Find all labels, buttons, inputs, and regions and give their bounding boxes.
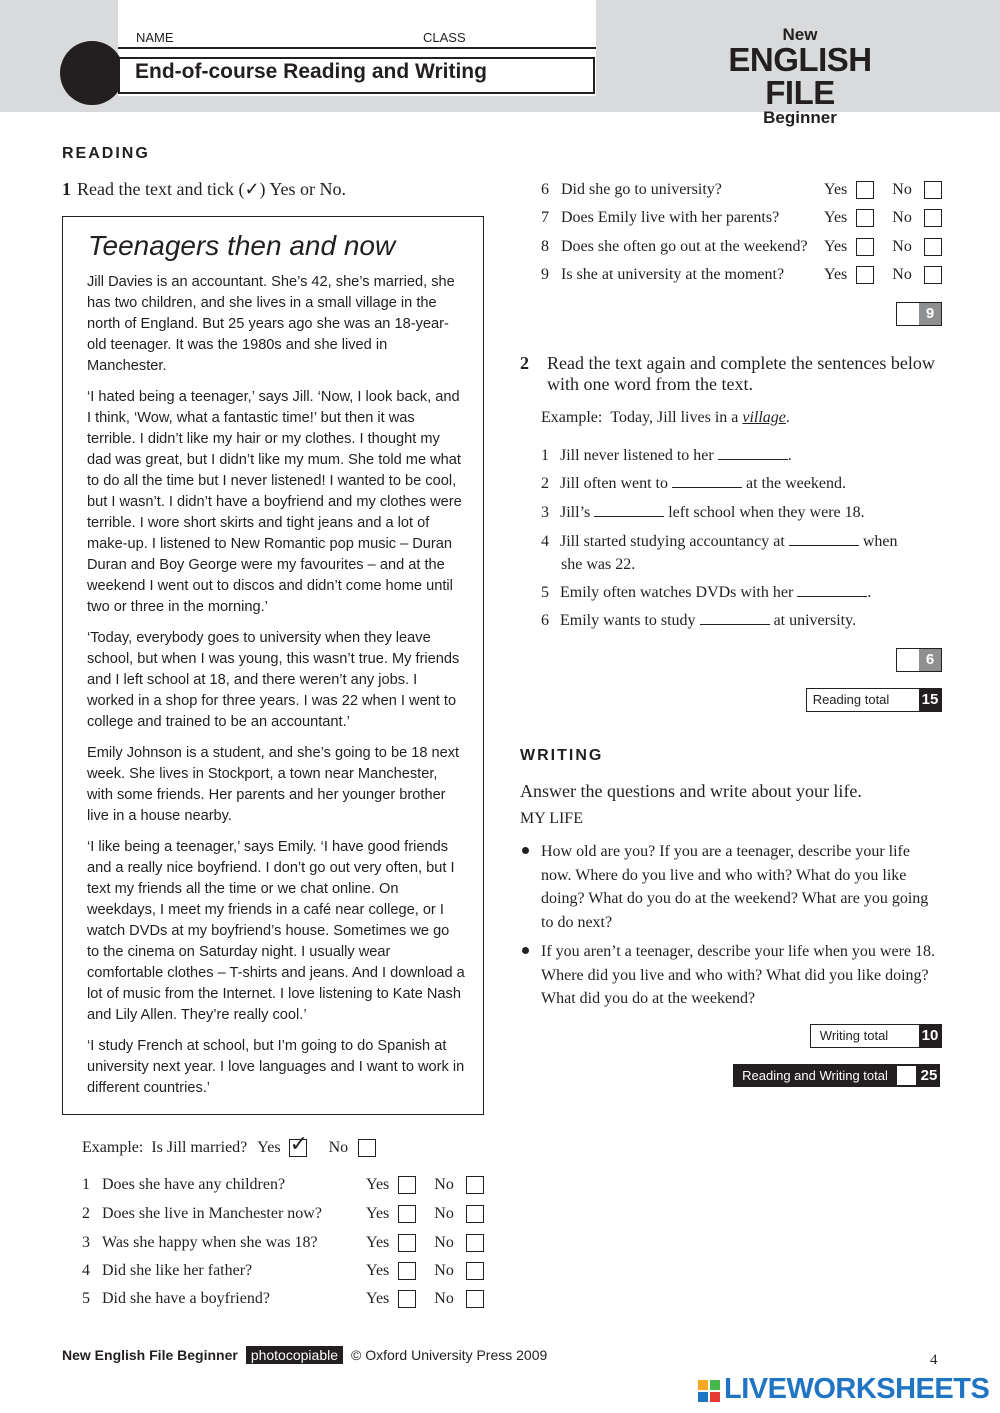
question-text: Does she have any children? [102, 1176, 286, 1193]
sentence-text: . [787, 447, 792, 464]
page-number: 4 [930, 1352, 938, 1368]
ex1-instruction [62, 179, 346, 200]
ex1-score-box [896, 302, 942, 326]
question-number: 9 [541, 266, 549, 283]
answer-blank[interactable] [700, 612, 770, 625]
reading-total-label: Reading total [812, 692, 890, 707]
writing-topic: MY LIFE [520, 810, 583, 827]
ex1-example [82, 1132, 376, 1158]
sentence-number: 1 [541, 447, 549, 464]
sentence-number: 3 [541, 504, 549, 521]
tick-icon: ✓ [289, 1132, 308, 1158]
brand-logo [700, 26, 900, 126]
no-checkbox[interactable] [466, 1234, 484, 1252]
question-item [82, 1290, 270, 1308]
question-text: Is she at university at the moment? [561, 266, 785, 283]
answer-blank[interactable] [718, 447, 788, 460]
brand-main: ENGLISH FILE [728, 41, 872, 111]
footer [62, 1347, 547, 1363]
question-item [541, 238, 808, 256]
name-label: NAME [136, 30, 174, 45]
yes-no-row [366, 1205, 484, 1223]
bullet-icon [522, 947, 529, 954]
question-text: Was she happy when she was 18? [102, 1234, 318, 1251]
sentence-text: Emily often watches DVDs with her [560, 584, 794, 601]
example-question: Is Jill married? [151, 1139, 248, 1156]
brand-level: Beginner [763, 108, 837, 127]
reading-total: 15 [919, 689, 941, 711]
copyright: © Oxford University Press 2009 [351, 1347, 548, 1363]
sentence-number: 5 [541, 584, 549, 601]
no-label: No [434, 1262, 454, 1279]
no-label: No [434, 1205, 454, 1222]
footer-book: New English File Beginner [62, 1347, 238, 1363]
yes-checkbox[interactable] [856, 209, 874, 227]
question-item [541, 266, 784, 284]
grand-total: 25 [920, 1067, 938, 1084]
class-label: CLASS [423, 30, 466, 45]
no-checkbox[interactable] [924, 266, 942, 284]
sentence-item [541, 447, 792, 465]
question-item [541, 181, 722, 199]
writing-total: 10 [919, 1025, 941, 1047]
reading-paragraph: Jill Davies is an accountant. She’s 42, she’s married, she has two children, and she lives in a small village in the north of England. But 25 years ago she was an 18-year-old teenager. It was the 1980s and she lived in Manchester. [87, 274, 455, 374]
sentence-text: Jill’s [560, 504, 591, 521]
answer-blank[interactable] [789, 533, 859, 546]
header-circle-marker [60, 41, 124, 105]
yes-label: Yes [824, 238, 848, 255]
ex1-number: 1 [62, 179, 71, 199]
yes-checkbox[interactable] [856, 266, 874, 284]
watermark-text: LIVEWORKSHEETS [724, 1373, 990, 1405]
example-label: Example: [82, 1139, 144, 1156]
answer-blank[interactable] [672, 475, 742, 488]
no-checkbox[interactable] [466, 1290, 484, 1308]
question-number: 6 [541, 181, 549, 198]
reading-total-box [806, 688, 942, 712]
sentence-text: Emily wants to study [560, 612, 696, 629]
yes-no-row [824, 209, 942, 227]
reading-text-body [87, 272, 465, 1109]
question-item [82, 1205, 322, 1223]
sentence-text: at the weekend. [745, 475, 846, 492]
sentence-text: when [862, 533, 898, 550]
sentence-text: Jill started studying accountancy at [560, 533, 785, 550]
yes-checkbox[interactable] [856, 181, 874, 199]
question-number: 1 [82, 1176, 90, 1193]
question-text: Does Emily live with her parents? [561, 209, 780, 226]
yes-label: Yes [366, 1205, 390, 1222]
ex2-instruction [520, 353, 940, 395]
page-title: End-of-course Reading and Writing [135, 60, 487, 83]
question-number: 8 [541, 238, 549, 255]
question-item [82, 1176, 285, 1194]
ex2-number: 2 [520, 353, 529, 373]
ex2-instruction-text: Read the text again and complete the sentences below with one word from the text. [547, 353, 935, 394]
ex2-score-box [896, 648, 942, 672]
question-text: Did she have a boyfriend? [102, 1290, 270, 1307]
yes-no-row [366, 1262, 484, 1280]
yes-checkbox[interactable] [398, 1290, 416, 1308]
example-text: Today, Jill lives in a [610, 409, 739, 426]
no-checkbox[interactable] [924, 238, 942, 256]
no-checkbox[interactable] [466, 1262, 484, 1280]
sentence-number: 6 [541, 612, 549, 629]
question-text: Did she go to university? [561, 181, 722, 198]
example-no-checkbox [358, 1139, 376, 1157]
brand-new: New [782, 25, 818, 44]
answer-blank[interactable] [797, 584, 867, 597]
ex1-instruction-text: Read the text and tick (✓) Yes or No. [77, 179, 347, 199]
yes-label: Yes [824, 266, 848, 283]
reading-text-title: Teenagers then and now [88, 230, 396, 261]
writing-heading: WRITING [520, 747, 604, 764]
grand-total-box [733, 1064, 940, 1087]
no-label: No [892, 181, 912, 198]
yes-checkbox[interactable] [398, 1234, 416, 1252]
question-number: 2 [82, 1205, 90, 1222]
ex1-score: 9 [919, 303, 941, 325]
ex2-score: 6 [919, 649, 941, 671]
sentence-number: 4 [541, 533, 549, 550]
no-checkbox[interactable] [924, 181, 942, 199]
writing-instruction: Answer the questions and write about your life. [520, 781, 862, 801]
yes-no-row [366, 1290, 484, 1308]
bullet-icon [522, 847, 529, 854]
yes-checkbox[interactable] [856, 238, 874, 256]
sentence-item [541, 584, 871, 602]
ex2-example: Example: Today, Jill lives in a village. [541, 409, 790, 426]
yes-label: Yes [824, 209, 848, 226]
no-label: No [892, 266, 912, 283]
yes-label: Yes [824, 181, 848, 198]
yes-checkbox[interactable] [398, 1176, 416, 1194]
reading-paragraph: ‘Today, everybody goes to university when they leave school, but when I was young, this wasn’t true. My friends and I left school at 18, and there weren’t any jobs. I worked in a shop for three years. I was 22 when I went to college and trained to be an accountant.’ [87, 630, 460, 730]
sentence-text: at university. [773, 612, 857, 629]
name-line [118, 47, 596, 49]
no-checkbox[interactable] [924, 209, 942, 227]
liveworksheets-logo-icon [698, 1380, 720, 1402]
sentence-number: 2 [541, 475, 549, 492]
no-checkbox[interactable] [466, 1176, 484, 1194]
question-text: Did she like her father? [102, 1262, 253, 1279]
grand-total-entry [897, 1066, 916, 1085]
no-label: No [434, 1290, 454, 1307]
no-checkbox[interactable] [466, 1205, 484, 1223]
reading-paragraph: ‘I hated being a teenager,’ says Jill. ‘Now, I look back, and I think, ‘Wow, what a fantastic time!’ but then it was terrible. I didn’t like my hair or my clothes. I thought my dad was great, but I didn’t like my mum. She told me what to do all the time but I never listened! I wanted to be cool, but I wasn’t. I didn’t have a boyfriend and my clothes were terrible. I wore short skirts and tight jeans and a lot of make-up. I listened to New Romantic pop music – Duran Duran and Boy George were my favourites – and at the weekend I went out to discos and didn’t come home until two or three in the morning.’ [87, 389, 462, 615]
yes-checkbox[interactable] [398, 1262, 416, 1280]
sentence-item [541, 612, 856, 630]
photocopiable-badge: photocopiable [246, 1346, 343, 1364]
question-number: 7 [541, 209, 549, 226]
sentence-text: Jill often went to [560, 475, 668, 492]
no-label: No [892, 238, 912, 255]
reading-heading: READING [62, 145, 150, 162]
example-label: Example: [541, 409, 603, 426]
no-label: No [434, 1234, 454, 1251]
grand-total-label: Reading and Writing total [742, 1068, 888, 1083]
sentence-continuation: she was 22. [561, 556, 636, 573]
yes-label: Yes [366, 1176, 390, 1193]
example-no-label: No [328, 1139, 349, 1156]
no-label: No [434, 1176, 454, 1193]
reading-paragraph: ‘I study French at school, but I’m going to do Spanish at university next year. I love languages and I want to work in different countries.’ [87, 1038, 465, 1096]
example-yes-label: Yes [257, 1139, 281, 1156]
example-answer: village [742, 409, 786, 426]
sentence-text: . [867, 584, 872, 601]
question-number: 5 [82, 1290, 90, 1307]
sentence-text: left school when they were 18. [668, 504, 865, 521]
question-number: 3 [82, 1234, 90, 1251]
question-number: 4 [82, 1262, 90, 1279]
question-item [541, 209, 779, 227]
yes-no-row [824, 266, 942, 284]
example-yes-checkbox [289, 1132, 308, 1158]
reading-paragraph: ‘I like being a teenager,’ says Emily. ‘I have good friends and a really nice boyfriend. I don’t go out very often, but I text my friends all the time or we chat online. On weekdays, I meet my friends in a café near college, or I watch DVDs at my boyfriend’s house. Sometimes we go to the cinema on Saturday night. I usually wear comfortable clothes – T-shirts and jeans. And I download a lot of music from the Internet. I love listening to Kate Nash and Lily Allen. They’re really cool.’ [87, 839, 465, 1023]
question-item [82, 1262, 252, 1280]
yes-label: Yes [366, 1290, 390, 1307]
writing-total-box [810, 1024, 942, 1048]
sentence-text: Jill never listened to her [560, 447, 714, 464]
sentence-item [541, 504, 865, 522]
yes-no-row [366, 1234, 484, 1252]
yes-label: Yes [366, 1234, 390, 1251]
writing-total-label: Writing total [819, 1028, 889, 1043]
writing-prompt: If you aren’t a teenager, describe your life when you were 18. Where did you live and who with? What did you like doing? What did you do at the weekend? [541, 943, 936, 1007]
no-label: No [892, 209, 912, 226]
answer-blank[interactable] [594, 504, 664, 517]
yes-checkbox[interactable] [398, 1205, 416, 1223]
question-text: Does she live in Manchester now? [102, 1205, 322, 1222]
yes-no-row [366, 1176, 484, 1194]
reading-paragraph: Emily Johnson is a student, and she’s going to be 18 next week. She lives in Stockport, a town near Manchester, with some friends. Her parents and her younger brother live in a house nearby. [87, 745, 460, 824]
watermark[interactable] [724, 1373, 989, 1406]
yes-label: Yes [366, 1262, 390, 1279]
sentence-item [541, 475, 846, 493]
sentence-item [541, 533, 897, 551]
question-text: Does she often go out at the weekend? [561, 238, 808, 255]
yes-no-row [824, 181, 942, 199]
question-item [82, 1234, 318, 1252]
yes-no-row [824, 238, 942, 256]
writing-prompt: How old are you? If you are a teenager, describe your life now. Where do you live and who with? What do you like doing? What do you do at the weekend? What are you going to do next? [541, 843, 929, 931]
